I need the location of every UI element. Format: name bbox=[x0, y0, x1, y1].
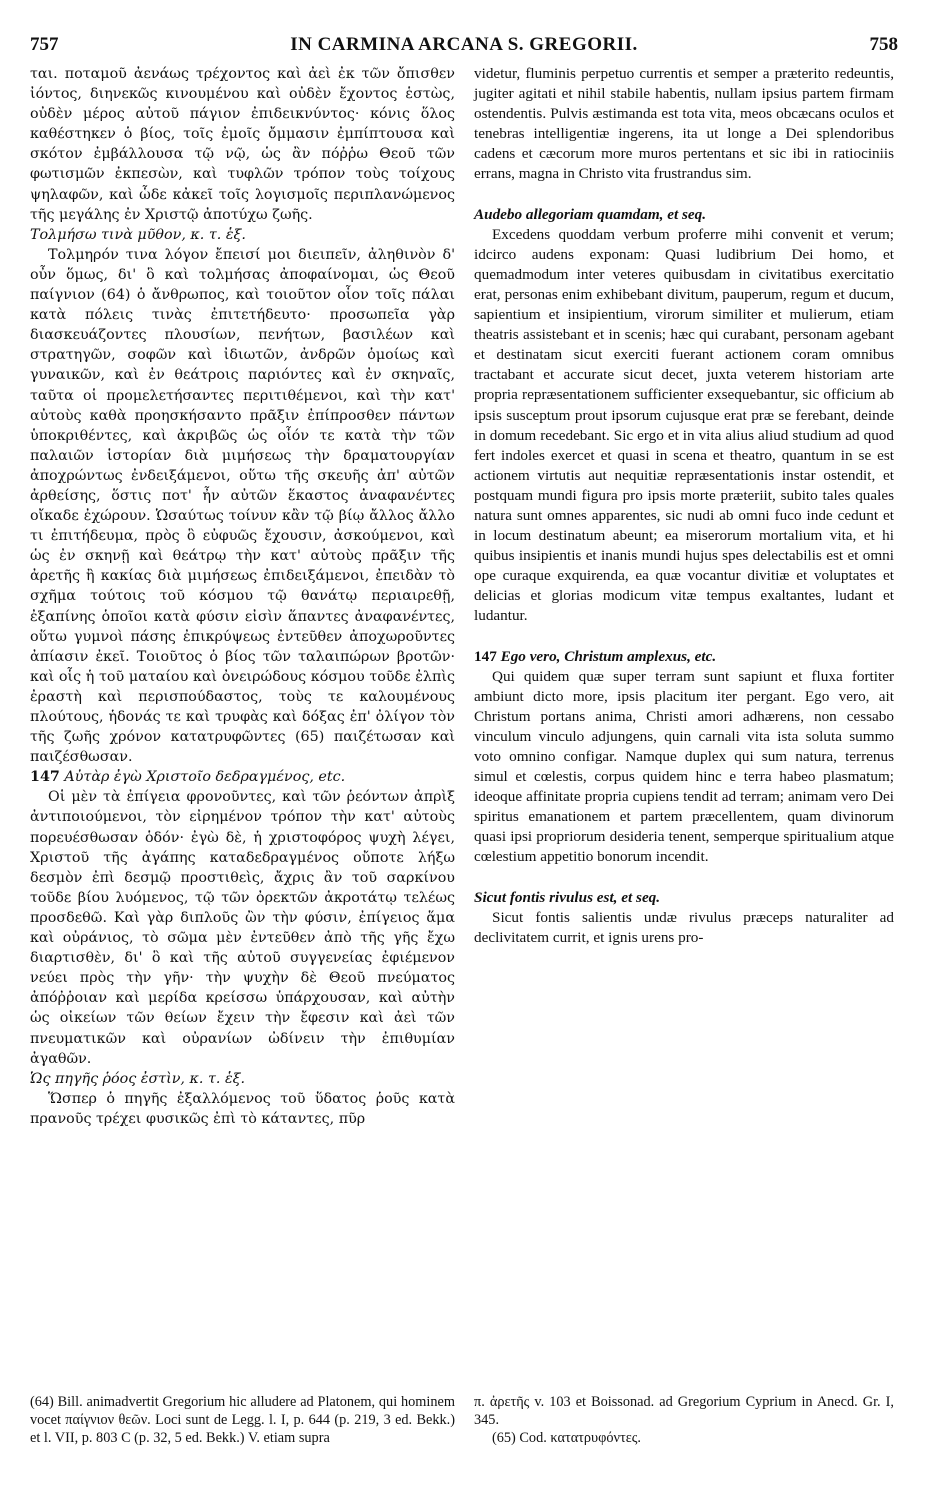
page-number-left: 757 bbox=[30, 34, 59, 55]
latin-paragraph: Sicut fontis salientis undæ rivulus præceps naturaliter ad declivitatem currit, et ignis urens pro- bbox=[474, 908, 894, 946]
lemma-text: Ego vero, Christum amplexus, etc. bbox=[500, 647, 717, 665]
greek-lemma-heading: Ὡς πηγῆς ῥόος ἐστὶν, κ. τ. ἑξ. bbox=[30, 1070, 246, 1087]
lemma-text: Αὐτὰρ ἐγὼ Χριστοῖο δεδραγμένος, etc. bbox=[64, 769, 346, 786]
footnote-64-continued: π. ἀρετῆς v. 103 et Boissonad. ad Gregorium Cyprium in Anecd. Gr. I, 345. bbox=[474, 1394, 894, 1428]
latin-column bbox=[474, 64, 894, 948]
latin-paragraph: Qui quidem quæ super terram sunt sapiunt et fluxa fortiter ambiunt dicto more, ipsis placitum iter pergant. Ego vero, ait Christum portans anima, Christi amori adhærens, non cessabo vinculum vinculo adjungens, quin carnali vita ista soluta summo voto omnino configar. Namque duplex qui sum natura, terrenus simul et cœlestis, corpus quidem hinc e terra habeo plasmatum; ideoque affinitate propria cupiens tendit ad terram; animam vero Dei spiritus emanationem et partem præcellentem, quam divinorum quasi ipsi propriorum desideria tenent, semperque spiritualium atque cœlestium appetitio bonorum incendit. bbox=[474, 667, 894, 866]
latin-paragraph: videtur, fluminis perpetuo currentis et semper a præterito redeuntis, jugiter agitati et nihil stabile habentis, nullam ipsius partem firmam ostendentis. Pulvis æstimanda est tota vita, meos obcæcans oculos et tenebras intelligentiæ ingerens, ita ut longe a Dei splendoribus cadens et cæcorum more muros pertentans et sic ibi in ratiociniis errans, magna in Christo vita frustrandus sim. bbox=[474, 65, 894, 183]
latin-lemma-heading: Audebo allegoriam quamdam, et seq. bbox=[474, 205, 707, 223]
greek-column bbox=[30, 64, 455, 1129]
verse-number: 147 bbox=[30, 769, 60, 786]
verse-number: 147 bbox=[474, 647, 497, 665]
footnote-65: (65) Cod. κατατρυφόντες. bbox=[492, 1430, 641, 1446]
greek-paragraph: Οἱ μὲν τὰ ἐπίγεια φρονοῦντες, καὶ τῶν ῥεόντων ἀπρὶξ ἀντιποιούμενοι, τὸν εἰρημένον τρόπον τὴν κατ' αὐτοὺς πορευέσθωσαν ὁδόν· ἐγὼ δὲ, ἡ χριστοφόρος ψυχὴ λέγει, Χριστοῦ τῆς ἀγάπης καταδεδραγμένος οὔποτε λήξω δεσμὸν ἐπὶ δεσμῷ προστιθεὶς, ἄχρις ἂν τοῦ σαρκίνου τοῦδε βίου λυόμενος, τῷ τῶν ὀρεκτῶν ἀκροτάτῳ τελέως προσδεθῶ. Καὶ γὰρ διπλοῦς ὢν τὴν φύσιν, ἐπίγειος ἅμα καὶ οὐράνιος, τὸ σῶμα μὲν ἐντεῦθεν ἀπὸ τῆς γῆς ἔχω διαρτισθὲν, δι' ὃ καὶ τῆς αὐτοῦ συγγενείας ἐφιέμενον νεύει πρὸς τὴν γῆν· τὴν ψυχὴν δὲ Θεοῦ πνεύματος ἀπόῤῥοιαν καὶ μερίδα κρείσσω ὑπάρχουσαν, καὶ αὐτὴν ὡς οἰκείων τῶν θείων ἔχειν τὴν ἔφεσιν καὶ ἀεὶ τῶν πνευματικῶν καὶ οὐρανίων ὠδίνειν τὴν ἐπιθυμίαν ἀγαθῶν. bbox=[30, 789, 455, 1067]
page-number-right: 758 bbox=[869, 34, 898, 55]
greek-paragraph: Ὥσπερ ὁ πηγῆς ἐξαλλόμενος τοῦ ὕδατος ῥοῦς κατὰ πρανοῦς τρέχει φυσικῶς ἐπὶ τὸ κάταντες, πῦρ bbox=[30, 1090, 455, 1127]
latin-lemma-heading bbox=[474, 647, 894, 667]
footnotes-left bbox=[30, 1393, 455, 1447]
latin-lemma-heading: Sicut fontis rivulus est, et seq. bbox=[474, 888, 661, 906]
greek-lemma-heading: Τολμήσω τινὰ μῦθον, κ. τ. ἑξ. bbox=[30, 226, 246, 243]
greek-paragraph: ται. ποταμοῦ ἀενάως τρέχοντος καὶ ἀεὶ ἐκ τῶν ὄπισθεν ἰόντος, διηνεκῶς κινουμένου καὶ οὐδὲν ἔχοντος ἑστὼς, οὐδὲν μέρος αὐτοῦ πάγιον ἐπιδεικνύντος· κόνις ὅλος καθέστηκεν ὁ βίος, τοῖς ἐμοῖς ὄμμασιν ἐμπίπτουσα καὶ σκότον ἐμβάλλουσα τῷ νῷ, ὡς ἂν πόῤῥω Θεοῦ τῶν φωτισμῶν ἐκπεσὼν, καὶ τυφλῶν τρόπον τοὺς τοίχους ψηλαφῶν, καὶ ὧδε κἀκεῖ τοῖς λογισμοῖς περιπλανώμενος τῆς μεγάλης ἐν Χριστῷ ἀποτύχω ζωῆς. bbox=[30, 66, 455, 223]
greek-lemma-heading bbox=[30, 767, 455, 787]
running-header bbox=[30, 34, 898, 58]
greek-paragraph: Τολμηρόν τινα λόγον ἔπεισί μοι διειπεῖν, ἀληθινὸν δ' οὖν ὅμως, δι' ὃ καὶ τολμήσας ἀποφαίνομαι, ὡς Θεοῦ παίγνιον (64) ὁ ἄνθρωπος, καὶ τοιοῦτον οἷον τοῖς πάλαι κατὰ πόλεις τινὰς ἐπιτετήδευτο· προσωπεῖα γὰρ διασκευάζοντες πλουσίων, πενήτων, βασιλέων καὶ στρατηγῶν, σοφῶν καὶ ἰδιωτῶν, ἀνδρῶν ὁμοίως καὶ γυναικῶν, καὶ ἐν θεάτροις παριόντες καὶ ἐν σκηναῖς, ταῦτα οἱ προμελετήσαντες περιτιθέμενοι, καὶ τὴν κατ' αὐτοὺς καθὰ προησκήσαντο πρᾶξιν ἐπίπροσθεν πάντων ὑποκριθέντες, καὶ ἀκριβῶς ὡς οἷόν τε κατὰ τὴν τῶν παλαιῶν ἱστορίαν διὰ μιμήσεως τὴν δραματουργίαν ἀποχρώντως ἐνδειξάμενοι, οὕτω τῆς σκευῆς ἀπ' αὐτῶν ἀρθείσης, ὅστις ποτ' ἦν αὐτῶν ἕκαστος ἀναφανέντες οἴκαδε ἐχώρουν. Ὡσαύτως τοίνυν κἂν τῷ βίῳ ἄλλος ἄλλο τι ἐπιτήδευμα, πρὸς ὃ εὐφυῶς ἔχουσιν, ἀσκούμενοι, καὶ ὡς ἐν σκηνῇ καὶ θεάτρῳ τὴν κατ' αὐτοὺς πρᾶξιν τῆς ἀρετῆς ἢ κακίας διὰ μιμήσεως ἐπιδειξάμενοι, ἐπειδὰν τὸ σχῆμα τούτοις τοῦ κόσμου τῷ θανάτῳ περιαιρεθῇ, ἐξαπίνης ὁποῖοι κατὰ φύσιν εἰσὶν ἅπαντες ἀναφανέντες, οὕτω γυμνοὶ πάσης ἐπικρύψεως ἐντεῦθεν ἀποχωροῦντες ἀπίασιν ἐκεῖ. Τοιοῦτος ὁ βίος τῶν ταλαιπώρων βροτῶν· καὶ οἷς ἡ τοῦ ματαίου καὶ ὀνειρώδους κόσμου τοῦδε ἐλπὶς ἐραστὴ καὶ περισπούδαστος, τοὺς τε καλουμένους πλούτους, ἡδονάς τε καὶ τρυφὰς καὶ δόξας ἐπ' ὀλίγον τὸν τῆς ζωῆς χρόνον κατατρυφῶντες (65) παιζέτωσαν καὶ παιζέσθωσαν. bbox=[30, 246, 455, 766]
footnotes-right bbox=[474, 1393, 894, 1447]
running-title: IN CARMINA ARCANA S. GREGORII. bbox=[290, 34, 638, 55]
latin-paragraph: Excedens quoddam verbum proferre mihi convenit et verum; idcirco audens exponam: Quasi ludibrium Dei homo, et quemadmodum inter veteres quibusdam in civitatibus exercitatio erat, personas enim exhibebant divitum, pauperum, regum et ducum, sapientium et insipientium, virorum similiter et mulierum, etiam theatris assistebant et in scenis; hæc qui curabant, personam agebant et destinatam sicut exerciti fuerant actionem coram omnibus tractabant et accurate sicut decet, juxta veterem historiam arte propria repræsentationem sufficienter exsequebantur, sic officium ab ipsis susceptum prout ipsorum cujusque erat præ se ferebant, deinde in domum recedebant. Sic ergo et in vita alius aliud studium ad quod fert indoles exercet et quasi in scena et theatro, quantum in se est actionem virtutis aut nequitiæ repræsentationis instar ostendit, et postquam mundi figura pro ipsis morte præteriit, subito tales quales natura sunt omnes apparentes, sic nudi ab omni fuco inde cedunt et in locum destinatum abeunt; ea miserorum mortalium vita, et hi quibus insipientis et inanis mundi hujus spes delectabilis est et omni ope curaque exquirenda, ea quæ vocantur divitiæ et voluptates et delicias et glorias modicum vitæ tempus exaltantes, ludant et ludantur. bbox=[474, 225, 894, 625]
footnote-64: (64) Bill. animadvertit Gregorium hic alludere ad Platonem, qui hominem vocet παίγνιον θεῶν. Loci sunt de Legg. l. I, p. 644 (p. 219, 3 ed. Bekk.) et l. VII, p. 803 C (p. 32, 5 ed. Bekk.) V. etiam supra bbox=[30, 1394, 455, 1446]
